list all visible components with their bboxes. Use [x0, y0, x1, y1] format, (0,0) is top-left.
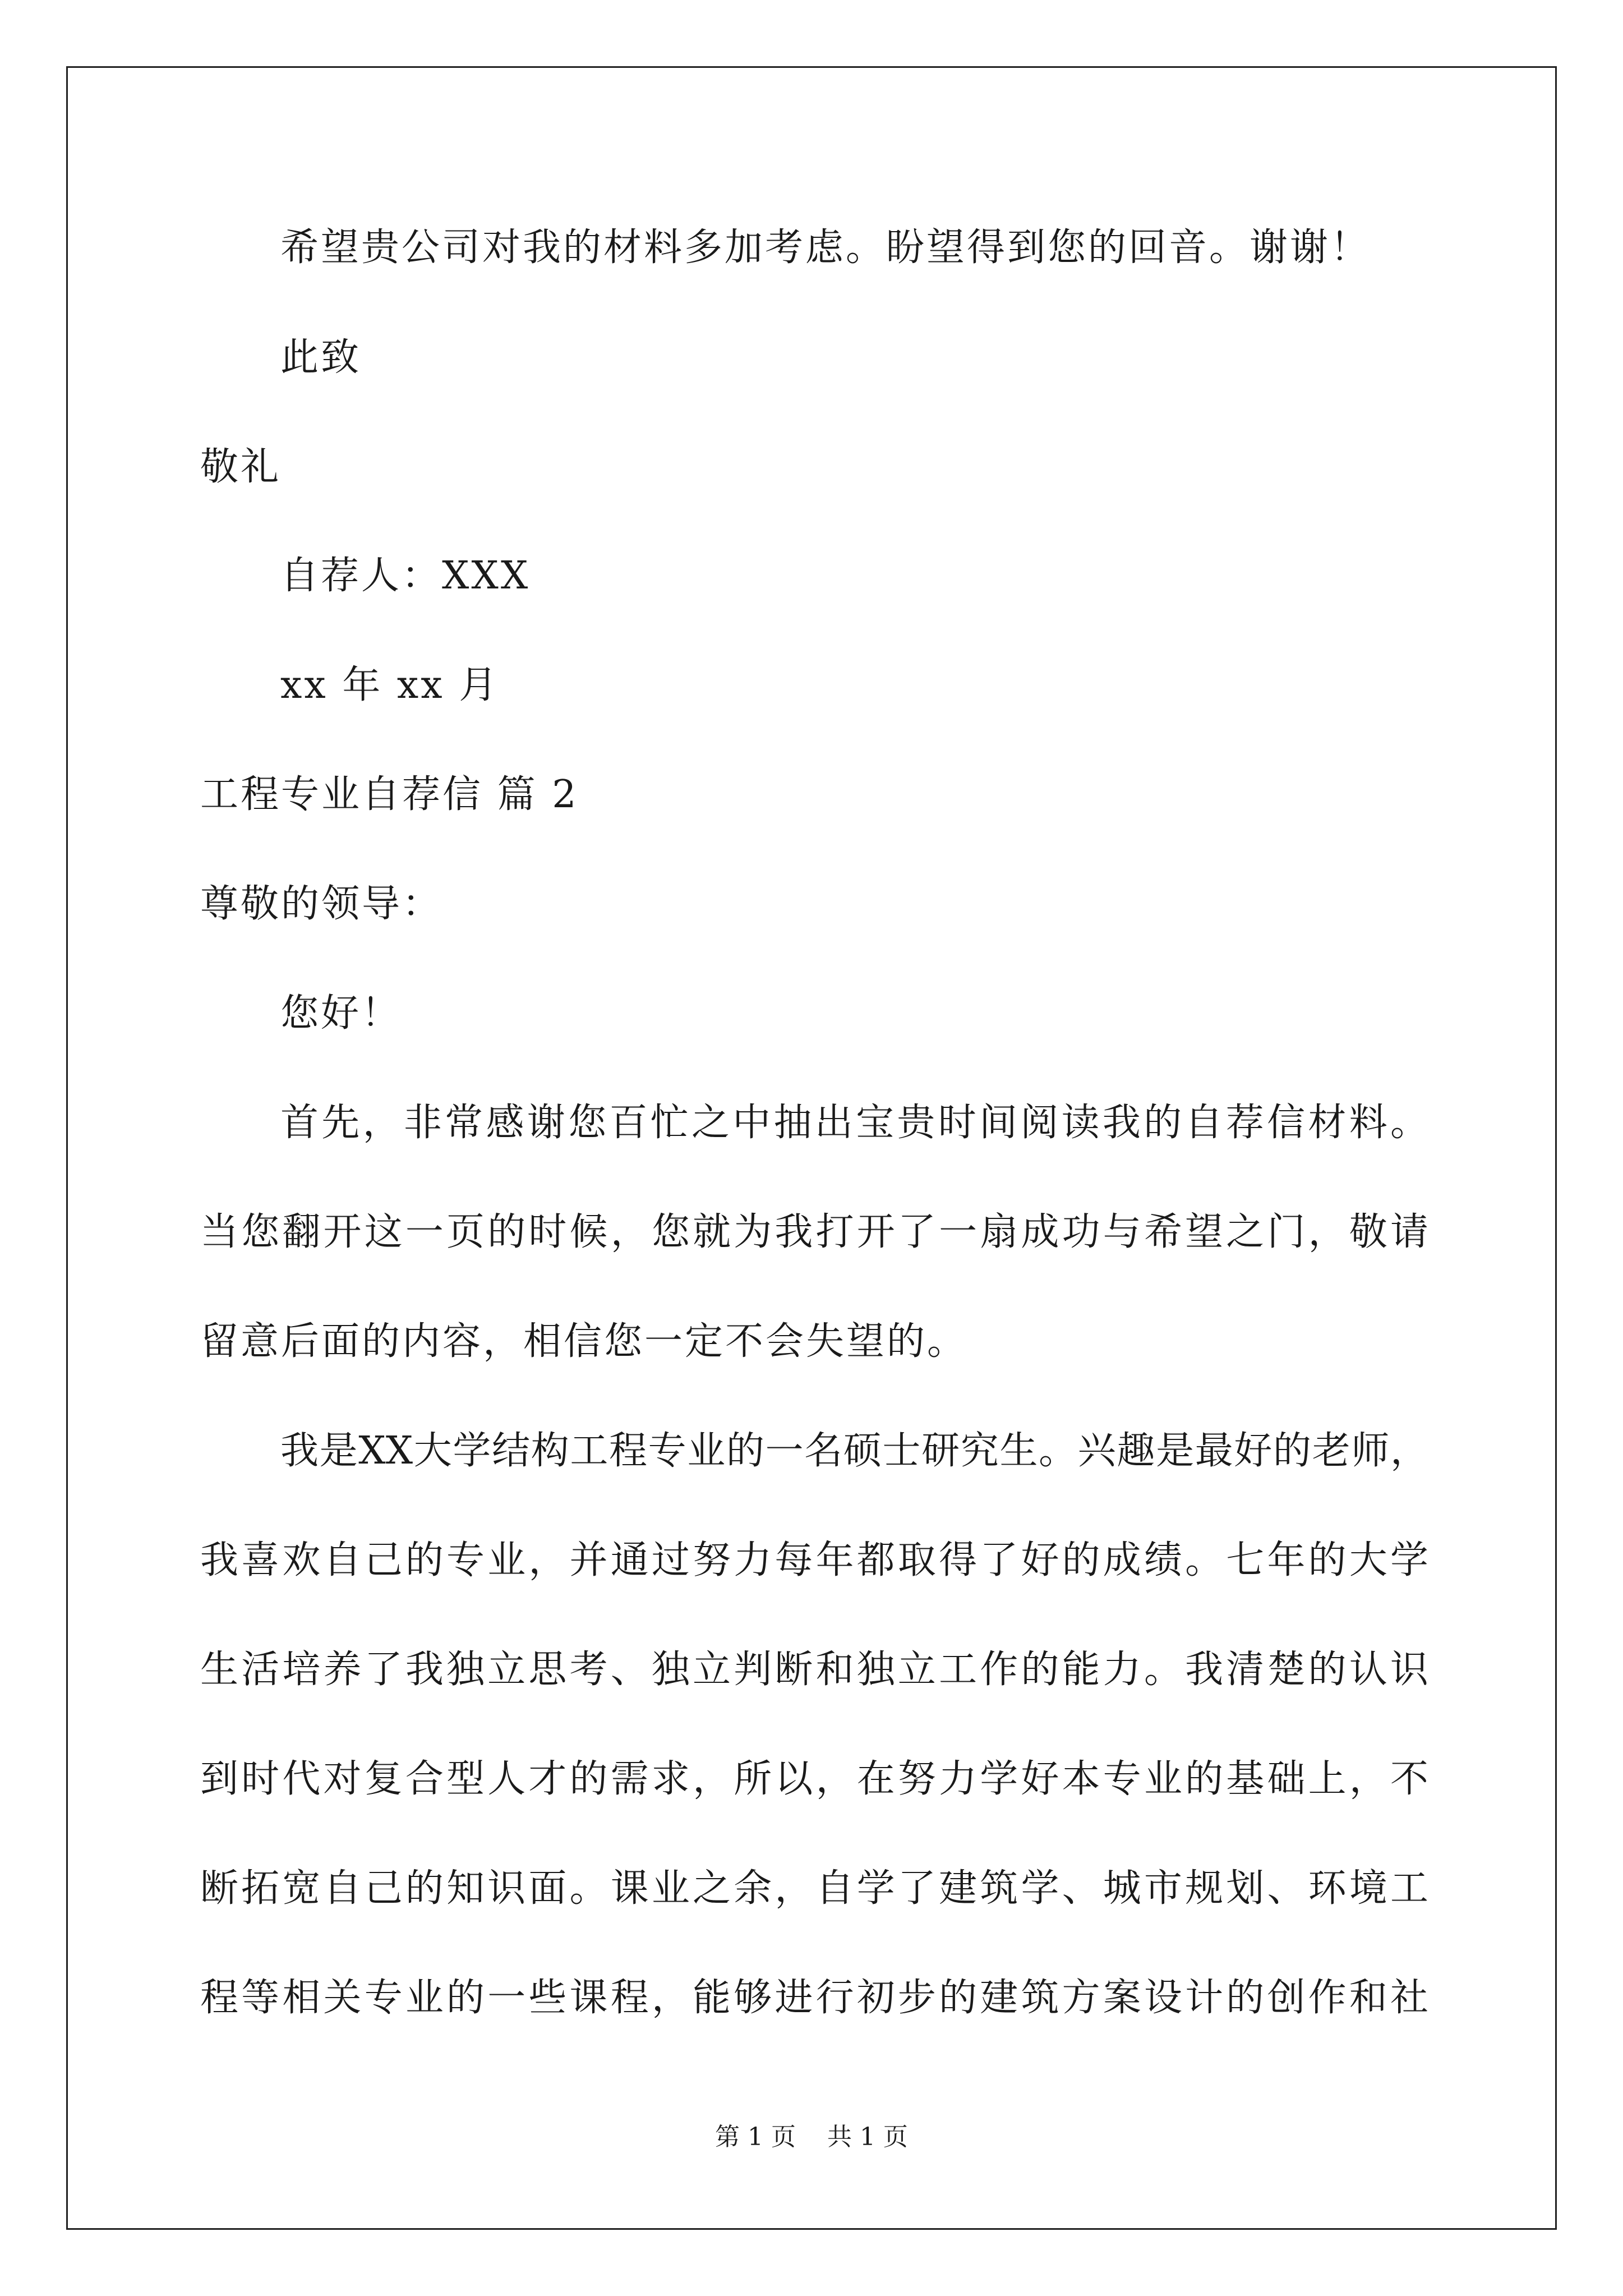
paragraph-1-line-2: 当您翻开这一页的时候，您就为我打开了一扇成功与希望之门，敬请 — [200, 1210, 1428, 1254]
greeting: 您好！ — [280, 991, 402, 1036]
paragraph-2-line-3: 生活培养了我独立思考、独立判断和独立工作的能力。我清楚的认识 — [200, 1648, 1428, 1692]
text-line-jingli: 敬礼 — [200, 445, 282, 489]
text-line-date: xx 年 xx 月 — [280, 663, 500, 707]
paragraph-2-line-2: 我喜欢自己的专业，并通过努力每年都取得了好的成绩。七年的大学 — [200, 1538, 1428, 1582]
paragraph-1-line-3: 留意后面的内容，相信您一定不会失望的。 — [200, 1319, 968, 1364]
section-heading: 工程专业自荐信 篇 2 — [200, 772, 579, 817]
paragraph-2-line-6: 程等相关专业的一些课程，能够进行初步的建筑方案设计的创作和社 — [200, 1976, 1428, 2020]
paragraph-2-line-4: 到时代对复合型人才的需求，所以，在努力学好本专业的基础上，不 — [200, 1757, 1428, 1801]
text-line-signer: 自荐人：XXX — [280, 554, 531, 598]
paragraph-2-line-1: 我是XX大学结构工程专业的一名硕士研究生。兴趣是最好的老师， — [280, 1429, 1428, 1473]
text-line-cizhi: 此致 — [280, 335, 362, 380]
paragraph-1-line-1: 首先，非常感谢您百忙之中抽出宝贵时间阅读我的自荐信材料。 — [280, 1101, 1428, 1145]
paragraph-2-line-5: 断拓宽自己的知识面。课业之余，自学了建筑学、城市规划、环境工 — [200, 1866, 1428, 1911]
salutation: 尊敬的领导： — [200, 882, 443, 926]
text-line-closing-hope: 希望贵公司对我的材料多加考虑。盼望得到您的回音。谢谢！ — [280, 226, 1371, 270]
page-footer: 第 1 页 共 1 页 — [715, 2123, 908, 2151]
